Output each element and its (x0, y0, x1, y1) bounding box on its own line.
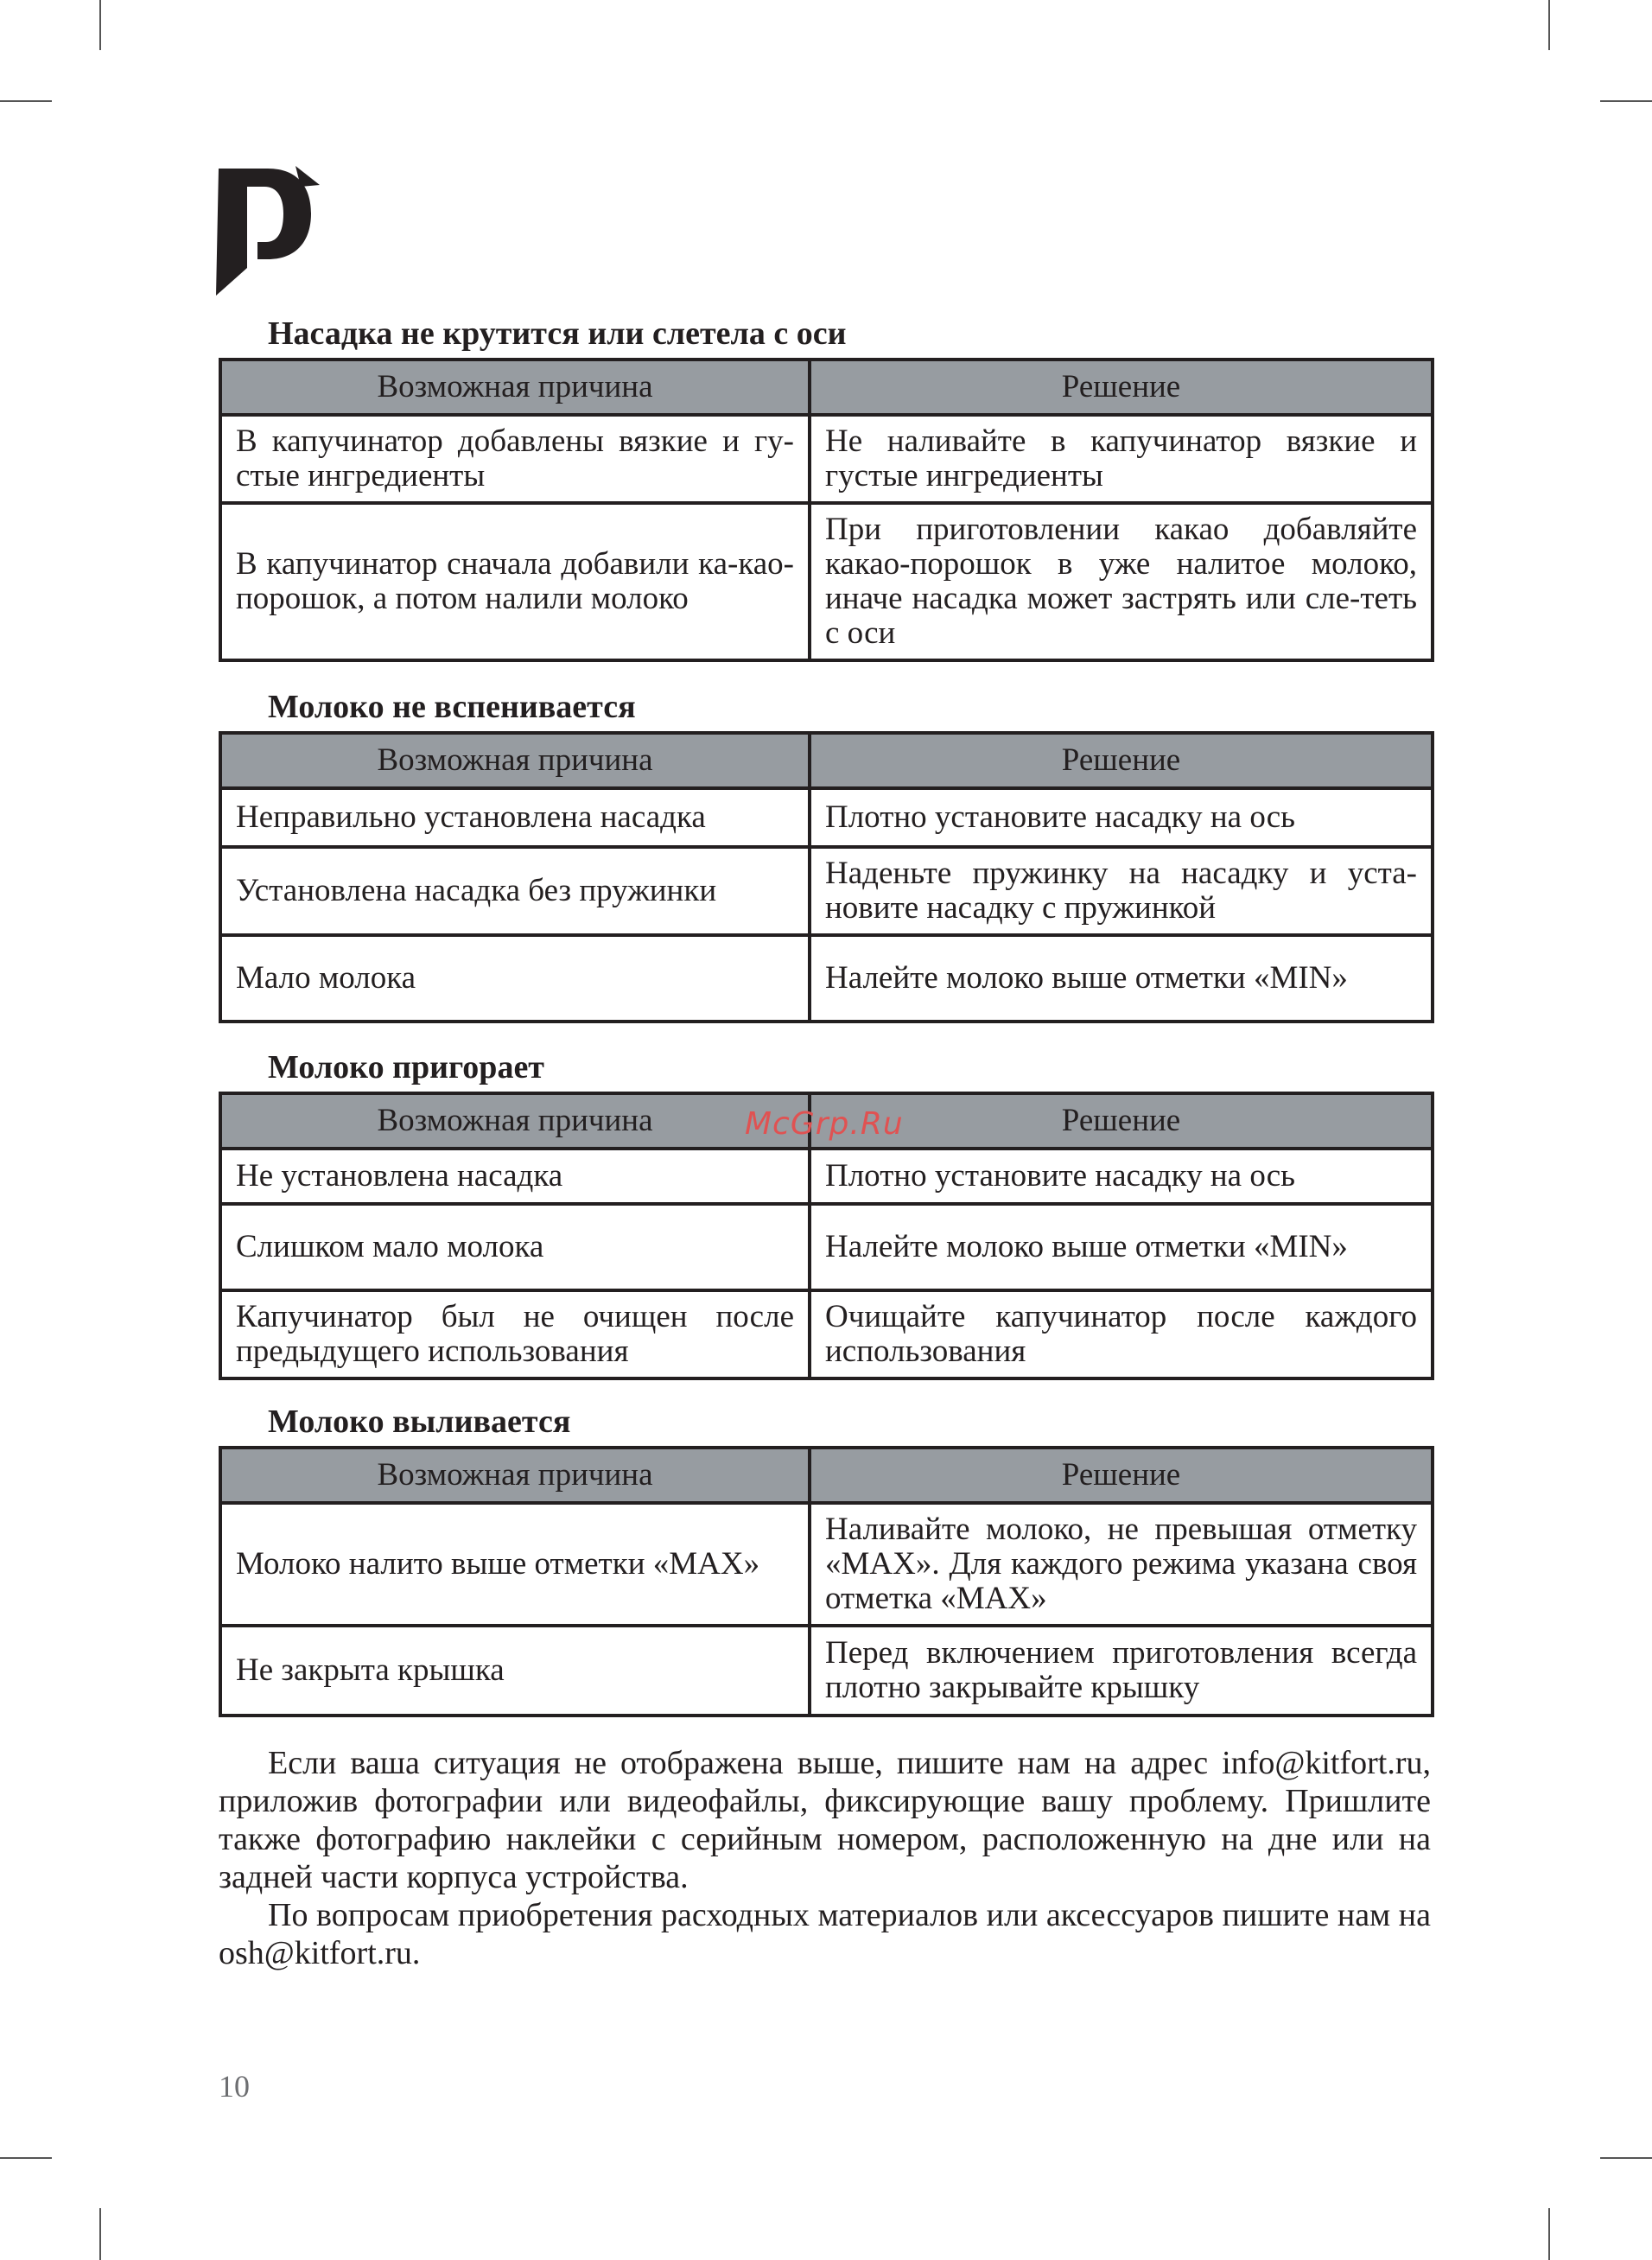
crop-mark (1548, 0, 1550, 50)
section-title: Молоко не вспенивается (268, 689, 636, 725)
crop-mark (0, 2157, 52, 2159)
column-header-solution: Решение (810, 733, 1433, 788)
solution-cell: Плотно установите насадку на ось (810, 1149, 1433, 1204)
table-row (220, 1626, 1433, 1716)
cause-cell: Молоко налито выше отметки «MAX» (220, 1503, 810, 1626)
cause-cell: Не закрыта крышка (220, 1626, 810, 1716)
cause-cell: Слишком мало молока (220, 1204, 810, 1290)
kitfort-logo-icon (216, 166, 320, 296)
solution-cell: При приготовлении какао добавляйте какао-порошок в уже налитое молоко, иначе насадка может застрять или сле-теть с оси (810, 503, 1433, 660)
column-header-solution: Решение (810, 360, 1433, 415)
crop-mark (1548, 2208, 1550, 2260)
cause-cell: Установлена насадка без пружинки (220, 847, 810, 935)
table-row (220, 847, 1433, 935)
cause-cell: В капучинатор сначала добавили ка-као-порошок, а потом налили молоко (220, 503, 810, 660)
column-header-cause: Возможная причина (220, 1448, 810, 1503)
column-header-cause: Возможная причина (220, 733, 810, 788)
solution-cell: Очищайте капучинатор после каждого использования (810, 1290, 1433, 1378)
table-row (220, 935, 1433, 1022)
table-row (220, 415, 1433, 503)
solution-cell: Плотно установите насадку на ось (810, 788, 1433, 847)
crop-mark (1600, 100, 1652, 102)
crop-mark (99, 2208, 101, 2260)
table-row (220, 788, 1433, 847)
troubleshooting-table (219, 1446, 1434, 1717)
column-header-cause: Возможная причина (220, 360, 810, 415)
troubleshooting-table (219, 731, 1434, 1023)
crop-mark (1600, 2157, 1652, 2159)
table-row (220, 1204, 1433, 1290)
table-row (220, 1149, 1433, 1204)
column-header-cause: Возможная причина (220, 1093, 810, 1149)
section-title: Молоко выливается (268, 1404, 571, 1440)
column-header-solution: Решение (810, 1448, 1433, 1503)
table-header-row (220, 360, 1433, 415)
troubleshooting-table (219, 358, 1434, 662)
solution-cell: Наденьте пружинку на насадку и уста-новите насадку с пружинкой (810, 847, 1433, 935)
watermark: McGrp.Ru (745, 1106, 904, 1142)
cause-cell: В капучинатор добавлены вязкие и гу-стые ингредиенты (220, 415, 810, 503)
table-header-row (220, 733, 1433, 788)
crop-mark (0, 100, 52, 102)
cause-cell: Не установлена насадка (220, 1149, 810, 1204)
cause-cell: Неправильно установлена насадка (220, 788, 810, 847)
table-header-row (220, 1448, 1433, 1503)
table-row (220, 1290, 1433, 1378)
solution-cell: Налейте молоко выше отметки «MIN» (810, 935, 1433, 1022)
solution-cell: Налейте молоко выше отметки «MIN» (810, 1204, 1433, 1290)
cause-cell: Капучинатор был не очищен после предыдущего использования (220, 1290, 810, 1378)
table-row (220, 1503, 1433, 1626)
cause-cell: Мало молока (220, 935, 810, 1022)
column-header-solution: Решение (810, 1093, 1433, 1149)
table-row (220, 503, 1433, 660)
crop-mark (99, 0, 101, 50)
solution-cell: Не наливайте в капучинатор вязкие и густые ингредиенты (810, 415, 1433, 503)
solution-cell: Перед включением приготовления всегда плотно закрывайте крышку (810, 1626, 1433, 1716)
page-number: 10 (219, 2069, 250, 2104)
accessories-paragraph: По вопросам приобретения расходных материалов или аксессуаров пишите нам на osh@kitfort.ru. (219, 1897, 1431, 1971)
section-title: Молоко пригорает (268, 1049, 544, 1085)
section-title: Насадка не крутится или слетела с оси (268, 315, 847, 352)
contact-paragraph: Если ваша ситуация не отображена выше, пишите нам на адрес info@kitfort.ru, приложив фотографии или видеофайлы, фиксирующие вашу проблему. Пришлите также фотографию наклейки с серийным номером, расположенную на дне или на задней части корпуса устройства. (219, 1745, 1431, 1895)
solution-cell: Наливайте молоко, не превышая отметку «MAX». Для каждого режима указана своя отметка «MAX» (810, 1503, 1433, 1626)
